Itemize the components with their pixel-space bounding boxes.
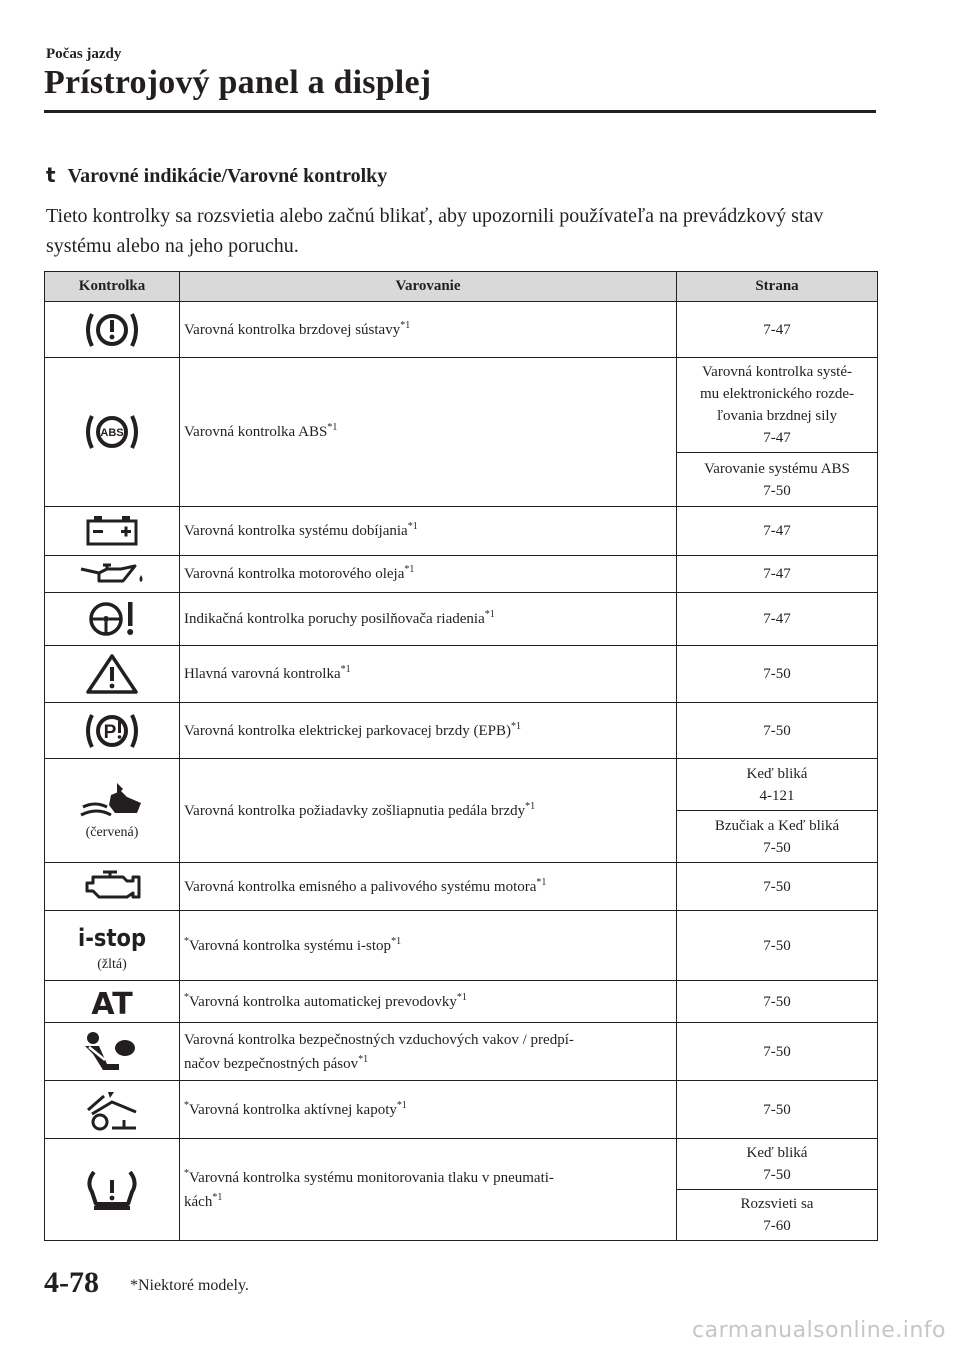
warning-description: Varovná kontrolka systému dobíjania [184, 523, 408, 539]
page-cell [677, 556, 878, 593]
page-ref: 7-47 [763, 611, 791, 627]
footnote-ref: *1 [396, 1099, 407, 1111]
warning-description: Varovná kontrolka brzdovej sústavy [184, 321, 401, 338]
page-cell [677, 1023, 878, 1081]
active-bonnet-icon [45, 1088, 179, 1132]
page-ref: 7-50 [763, 993, 791, 1010]
title-divider [44, 110, 876, 113]
warning-description: Varovná kontrolka elektrickej parkovacej brzdy (EPB) [184, 722, 511, 739]
footnote-ref: *1 [391, 935, 402, 947]
icon-cell [45, 593, 180, 646]
page-ref: 7-50 [763, 722, 791, 739]
page-number: 4-78 [44, 1266, 99, 1299]
page-ref: mu elektronického rozde- [699, 386, 855, 402]
page-ref: 7-50 [763, 482, 791, 499]
header-varovanie: Varovanie [180, 272, 677, 302]
brake-pedal-depress-icon [45, 781, 179, 821]
description-cell [180, 981, 677, 1023]
warning-description: Varovná kontrolka systému monitorovania tlaku v pneumati- [189, 1169, 554, 1186]
section-heading [46, 163, 387, 188]
icon-cell [45, 358, 180, 507]
warning-description: Indikačná kontrolka poruchy posilňovača riadenia [184, 611, 485, 627]
page-ref: Varovná kontrolka systé- [702, 364, 852, 380]
footnote-ref: *1 [358, 1053, 369, 1065]
table-row [45, 1023, 878, 1081]
page-cell [677, 507, 878, 556]
warning-description: Varovná kontrolka bezpečnostných vzduchových vakov / predpí- [184, 1031, 574, 1048]
page-ref: 7-50 [763, 839, 791, 856]
at-icon-text: AT [91, 986, 133, 1017]
icon-cell [45, 863, 180, 911]
page-cell [677, 863, 878, 911]
footnote-ref: *1 [456, 991, 467, 1003]
page-ref: 7-47 [763, 321, 791, 338]
page-ref: 7-50 [763, 666, 791, 682]
warning-description-cont: kách [184, 1193, 213, 1210]
page-ref: ľovania brzdnej sily [716, 408, 838, 424]
warning-description: Varovná kontrolka požiadavky zošliapnutia pedála brzdy [184, 802, 526, 819]
icon-cell [45, 911, 180, 981]
page-cell [677, 811, 878, 863]
power-steering-icon [45, 599, 179, 639]
icon-cell [45, 646, 180, 703]
brake-warning-icon [45, 308, 179, 352]
footnote-ref: *1 [400, 319, 411, 331]
page-ref: Keď bliká [746, 1145, 808, 1161]
footnote-ref: *1 [407, 521, 418, 532]
warning-description: Varovná kontrolka ABS [184, 424, 328, 440]
table-row [45, 507, 878, 556]
color-note: (červená) [85, 824, 139, 840]
table-row [45, 703, 878, 759]
warning-description: Varovná kontrolka automatickej prevodovky [189, 993, 457, 1010]
table-row [45, 1139, 878, 1190]
epb-warning-icon [45, 709, 179, 753]
table-row [45, 863, 878, 911]
marker-asterisk: * [184, 1167, 189, 1179]
icon-cell [45, 507, 180, 556]
page-ref: 7-47 [763, 430, 791, 446]
footnote-ref: *1 [327, 422, 338, 433]
description-cell [180, 703, 677, 759]
table-row [45, 1081, 878, 1139]
i-stop-icon-text: i-stop [78, 923, 146, 952]
table-row [45, 556, 878, 593]
icon-cell [45, 302, 180, 358]
icon-cell [45, 1023, 180, 1081]
page-cell [677, 593, 878, 646]
page-cell [677, 453, 878, 507]
footnote-ref: *1 [404, 564, 415, 575]
description-cell [180, 1139, 677, 1241]
page-cell [677, 981, 878, 1023]
page-title: Prístrojový panel a displej [44, 64, 432, 101]
page-cell [677, 358, 878, 453]
page-cell [677, 646, 878, 703]
warning-description: Hlavná varovná kontrolka [184, 666, 341, 682]
section-bullet: t [46, 163, 56, 187]
oil-pressure-icon [45, 561, 179, 587]
page-ref: 7-50 [763, 1043, 791, 1060]
footnote-ref: *1 [212, 1191, 223, 1203]
automatic-transmission-icon [45, 987, 179, 1017]
section-heading-text: Varovné indikácie/Varovné kontrolky [67, 165, 388, 187]
warning-description-cont: načov bezpečnostných pásov [184, 1055, 359, 1072]
page-cell [677, 911, 878, 981]
description-cell [180, 911, 677, 981]
description-cell [180, 1081, 677, 1139]
description-cell [180, 593, 677, 646]
color-note: (žltá) [97, 956, 127, 972]
footnote-ref: *1 [510, 720, 521, 732]
description-cell [180, 1023, 677, 1081]
description-cell [180, 759, 677, 863]
page-cell [677, 302, 878, 358]
page-ref: 7-47 [763, 566, 791, 582]
svg-text:P: P [103, 721, 117, 743]
description-cell [180, 302, 677, 358]
footnote-ref: *1 [536, 876, 547, 888]
warning-description: Varovná kontrolka motorového oleja [184, 566, 405, 582]
page-ref: Rozsvieti sa [740, 1196, 814, 1212]
table-row [45, 358, 878, 453]
table-row [45, 646, 878, 703]
footnote: *Niektoré modely. [130, 1277, 249, 1294]
icon-cell [45, 703, 180, 759]
warning-lights-table [44, 271, 878, 1241]
page-ref: 7-50 [763, 1101, 791, 1118]
table-header-row [45, 272, 878, 302]
marker-asterisk: * [184, 935, 189, 947]
page-ref: 7-50 [763, 878, 791, 895]
check-engine-icon [45, 869, 179, 905]
table-row [45, 759, 878, 811]
page-cell [677, 1081, 878, 1139]
page-cell [677, 759, 878, 811]
abs-warning-icon [45, 410, 179, 454]
table-row [45, 302, 878, 358]
svg-text:ABS: ABS [100, 427, 124, 439]
warning-description: Varovná kontrolka systému i-stop [189, 937, 392, 954]
page-ref: 4-121 [759, 787, 795, 804]
page-cell [677, 703, 878, 759]
page-ref: 7-50 [763, 1167, 791, 1183]
icon-cell [45, 759, 180, 863]
footnote-ref: *1 [484, 609, 495, 620]
warning-description: Varovná kontrolka emisného a palivového systému motora [184, 878, 537, 895]
page-ref: Bzučiak a Keď bliká [714, 817, 840, 834]
warning-description: Varovná kontrolka aktívnej kapoty [189, 1101, 397, 1118]
page-cell [677, 1190, 878, 1241]
footnote-ref: *1 [340, 664, 351, 675]
icon-cell [45, 1139, 180, 1241]
page-cell [677, 1139, 878, 1190]
header-kontrolka: Kontrolka [45, 272, 180, 302]
description-cell [180, 358, 677, 507]
description-cell [180, 556, 677, 593]
description-cell [180, 646, 677, 703]
table-row [45, 981, 878, 1023]
master-warning-icon [45, 652, 179, 696]
marker-asterisk: * [184, 1099, 189, 1111]
battery-charging-icon [45, 514, 179, 548]
table-row [45, 593, 878, 646]
intro-paragraph: Tieto kontrolky sa rozsvietia alebo začnú blikať, aby upozornili používateľa na prevádzkový stav systému alebo na jeho poruchu. [46, 205, 824, 257]
page-ref: Varovanie systému ABS [704, 460, 850, 477]
i-stop-icon [45, 919, 179, 953]
breadcrumb: Počas jazdy [46, 46, 122, 62]
tire-pressure-icon [45, 1168, 179, 1212]
page-ref: Keď bliká [746, 765, 808, 782]
icon-cell [45, 556, 180, 593]
page-ref: 7-50 [763, 937, 791, 954]
description-cell [180, 507, 677, 556]
page-ref: 7-60 [763, 1218, 791, 1234]
icon-cell [45, 981, 180, 1023]
icon-cell [45, 1081, 180, 1139]
airbag-seatbelt-icon [45, 1030, 179, 1074]
description-cell [180, 863, 677, 911]
header-strana: Strana [677, 272, 878, 302]
table-row [45, 911, 878, 981]
footnote-ref: *1 [525, 800, 536, 812]
marker-asterisk: * [184, 991, 189, 1003]
page-ref: 7-47 [763, 523, 791, 539]
watermark: carmanualsonline.info [692, 1318, 946, 1343]
